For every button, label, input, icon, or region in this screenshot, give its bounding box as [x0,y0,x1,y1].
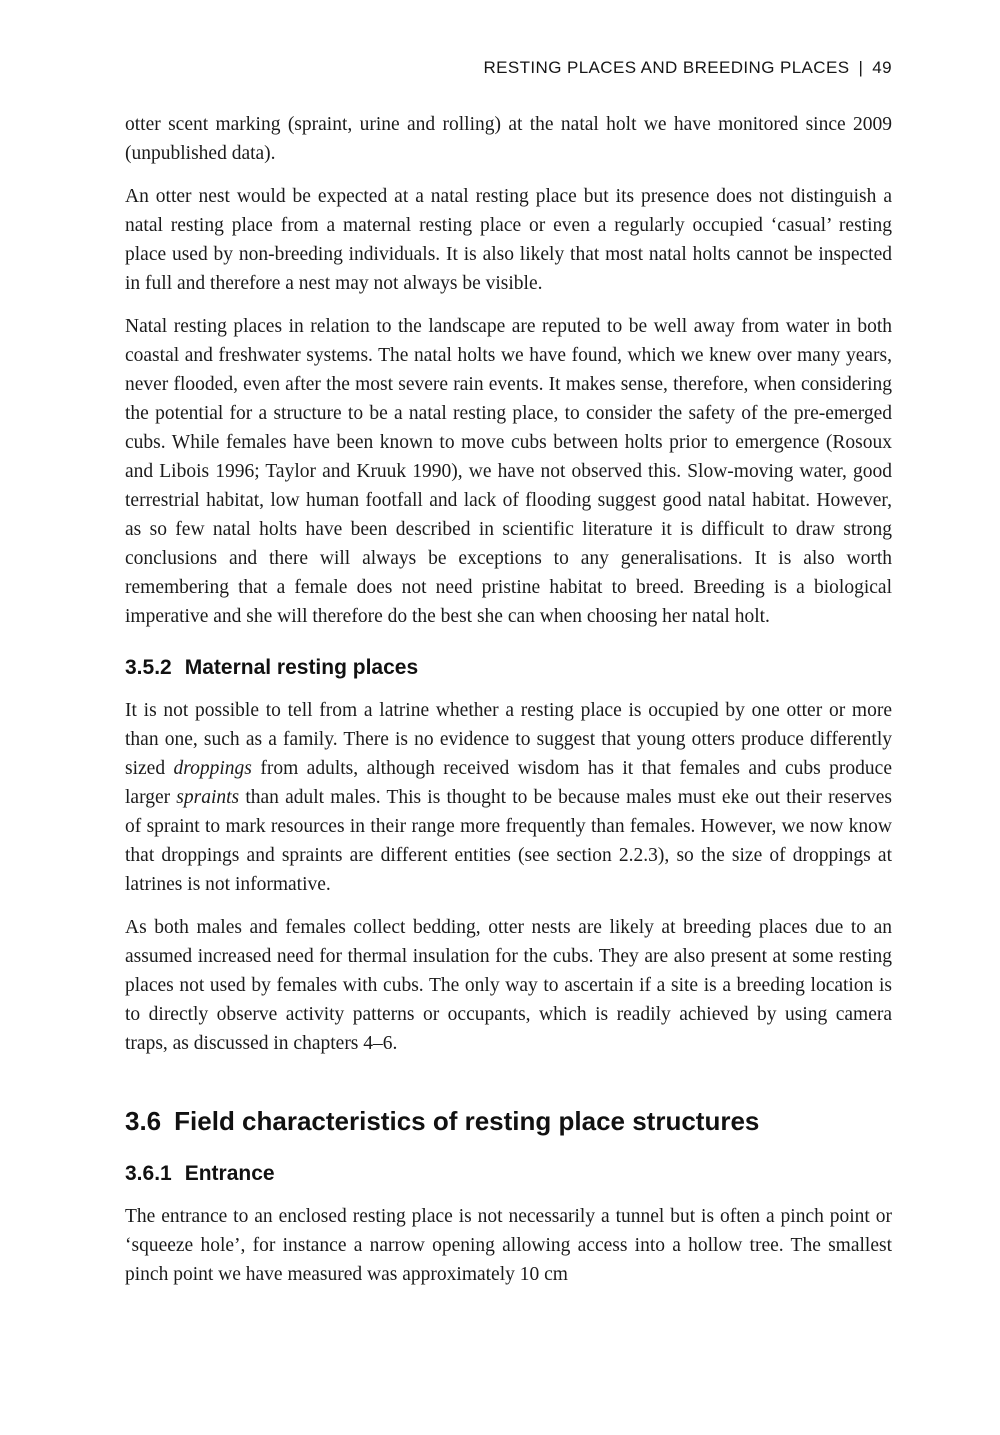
paragraph [125,696,892,899]
section-title: Maternal resting places [184,656,419,679]
italic-text-run: spraints [176,787,240,808]
text-run: As both males and females collect bedding, otter nests are likely at breeding places due to an assumed increased need for thermal insulation for the cubs. They are also present at some resting places not used by females with cubs. The only way to ascertain if a site is a breeding location is to directly observe activity patterns or occupants, which is readily achieved by using camera traps, as discussed in chapters 4–6. [125,917,892,1054]
header-divider: | [858,58,864,77]
section-number: 3.6 [125,1106,162,1136]
paragraph [125,182,892,298]
paragraph [125,110,892,168]
text-run: than adult males. This is thought to be because males must eke out their reserves of spraint to mark resources in their range more frequently than females. However, we now know that droppings and spraints are different entities (see section 2.2.3), so the size of droppings at latrines is not informative. [125,787,892,895]
text-run: otter scent marking (spraint, urine and rolling) at the natal holt we have monitored since 2009 (unpublished data). [125,114,892,164]
section-number: 3.5.2 [125,656,172,679]
text-run: from adults, although received wisdom has it that females and cubs produce larger [125,758,892,808]
section-title: Entrance [184,1162,275,1185]
page-number: 49 [872,58,892,77]
page-body [125,110,892,1289]
text-run: The entrance to an enclosed resting place is not necessarily a tunnel but is often a pinch point or ‘squeeze hole’, for instance a narrow opening allowing access into a hollow tree. The smallest pinch point we have measured was approximately 10 cm [125,1206,892,1285]
paragraph [125,312,892,631]
running-header [125,58,892,78]
paragraph [125,913,892,1058]
section-heading-3-6 [125,1106,892,1137]
section-heading-3-5-2 [125,655,892,681]
text-run: Natal resting places in relation to the landscape are reputed to be well away from water in both coastal and freshwater systems. The natal holts we have found, which we knew over many years, never flooded, even after the most severe rain events. It makes sense, therefore, when considering the potential for a structure to be a natal resting place, to consider the safety of the pre-emerged cubs. While females have been known to move cubs between holts prior to emergence (Rosoux and Libois 1996; Taylor and Kruuk 1990), we have not observed this. Slow-moving water, good terrestrial habitat, low human footfall and lack of flooding suggest good natal habitat. However, as so few natal holts have been described in scientific literature it is difficult to draw strong conclusions and there will always be exceptions to any generalisations. It is also worth remembering that a female does not need pristine habitat to breed. Breeding is a biological imperative and she will therefore do the best she can when choosing her natal holt. [125,316,892,627]
paragraph [125,1202,892,1289]
text-run: An otter nest would be expected at a natal resting place but its presence does not distinguish a natal resting place from a maternal resting place or even a regularly occupied ‘casual’ resting place used by non-breeding individuals. It is also likely that most natal holts cannot be inspected in full and therefore a nest may not always be visible. [125,186,892,294]
running-title: RESTING PLACES AND BREEDING PLACES [483,58,850,77]
italic-text-run: droppings [173,758,252,779]
section-number: 3.6.1 [125,1162,172,1185]
text-run: It is not possible to tell from a latrine whether a resting place is occupied by one otter or more than one, such as a family. There is no evidence to suggest that young otters produce differently sized [125,700,892,779]
section-heading-3-6-1 [125,1161,892,1187]
section-title: Field characteristics of resting place structures [174,1106,760,1136]
